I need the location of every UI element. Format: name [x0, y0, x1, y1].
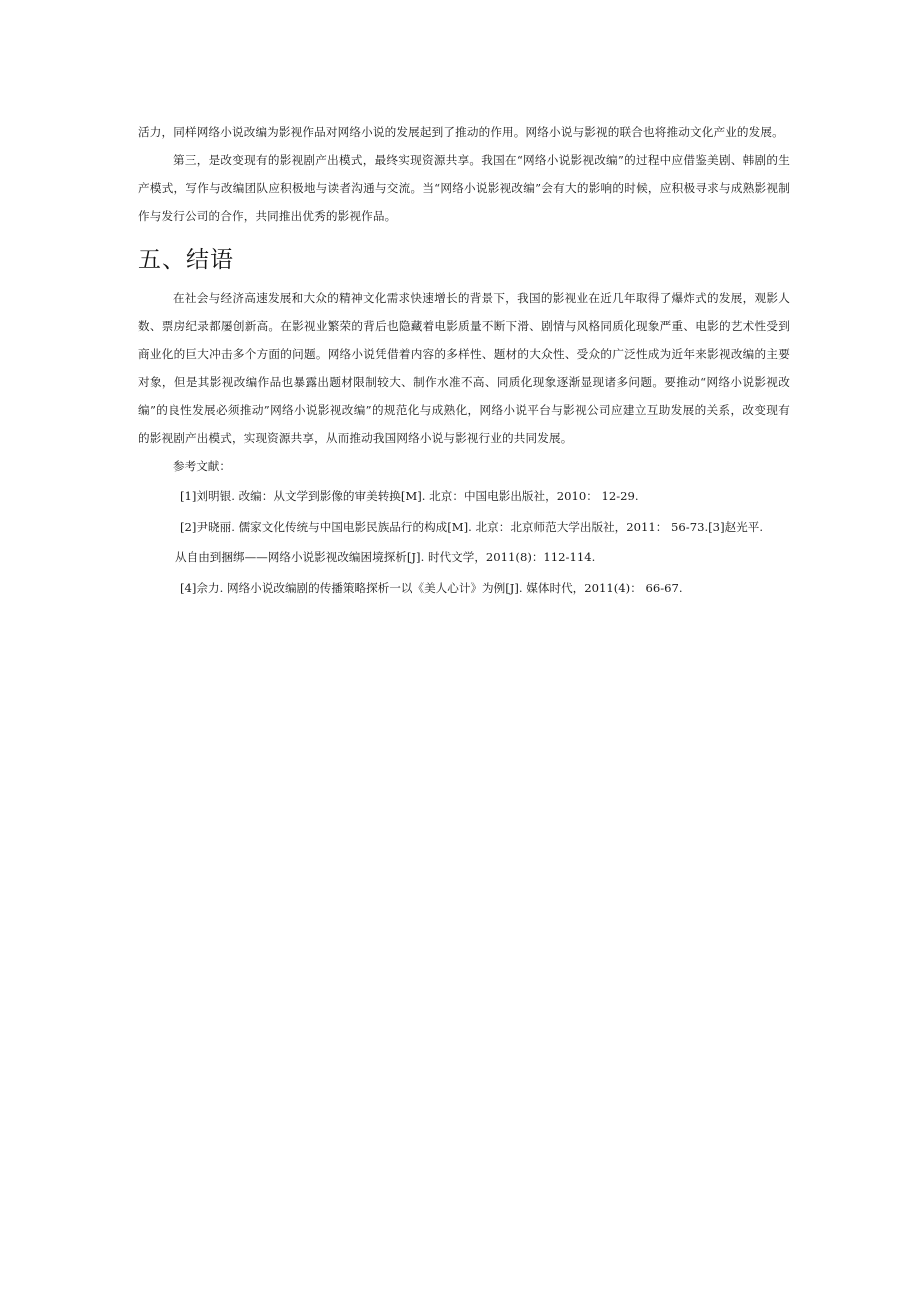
reference-item-4: [4]佘力. 网络小说改编剧的传播策略探析一以《美人心计》为例[J]. 媒体时代，2011(4)： 66-67. — [180, 581, 683, 595]
reference-item-1: [1]刘明银. 改编：从文学到影像的审美转换[M]. 北京：中国电影出版社，2010： 12-29. — [180, 489, 639, 503]
section-heading-conclusion: 五、结语 — [138, 247, 234, 273]
reference-item-2-line-1: [2]尹晓丽. 儒家文化传统与中国电影民族品行的构成[M]. 北京：北京师范大学出版社，2011： 56-73.[3]赵光平. — [180, 520, 764, 534]
paragraph-third-point: 第三，是改变现有的影视剧产出模式，最终实现资源共享。我国在“网络小说影视改编”的过程中应借鉴美剧、韩剧的生产模式，写作与改编团队应积极地与读者沟通与交流。当“网络小说影视改编”会有大的影响的时候，应积极寻求与成熟影视制作与发行公司的合作，共同推出优秀的影视作品。 — [138, 153, 790, 223]
paragraph-continued: 活力，同样网络小说改编为影视作品对网络小说的发展起到了推动的作用。网络小说与影视的联合也将推动文化产业的发展。 — [138, 125, 784, 139]
document-body — [138, 118, 790, 604]
references-label: 参考文献： — [173, 459, 231, 473]
reference-item-2-3 — [138, 512, 790, 572]
paragraph-conclusion: 在社会与经济高速发展和大众的精神文化需求快速增长的背景下，我国的影视业在近几年取得了爆炸式的发展，观影人数、票房纪录都屡创新高。在影视业繁荣的背后也隐藏着电影质量不断下滑、剧情与风格同质化现象严重、电影的艺术性受到商业化的巨大冲击多个方面的问题。网络小说凭借着内容的多样性、题材的大众性、受众的广泛性成为近年来影视改编的主要对象，但是其影视改编作品也暴露出题材限制较大、制作水准不高、同质化现象逐渐显现诸多问题。要推动“网络小说影视改编”的良性发展必须推动”网络小说影视改编”的规范化与成熟化，网络小说平台与影视公司应建立互助发展的关系，改变现有的影视剧产出模式，实现资源共享，从而推动我国网络小说与影视行业的共同发展。 — [138, 291, 790, 445]
reference-item-2-line-2: 从自由到捆绑——网络小说影视改编困境探析[J]. 时代文学，2011(8)：112-114. — [175, 550, 596, 564]
